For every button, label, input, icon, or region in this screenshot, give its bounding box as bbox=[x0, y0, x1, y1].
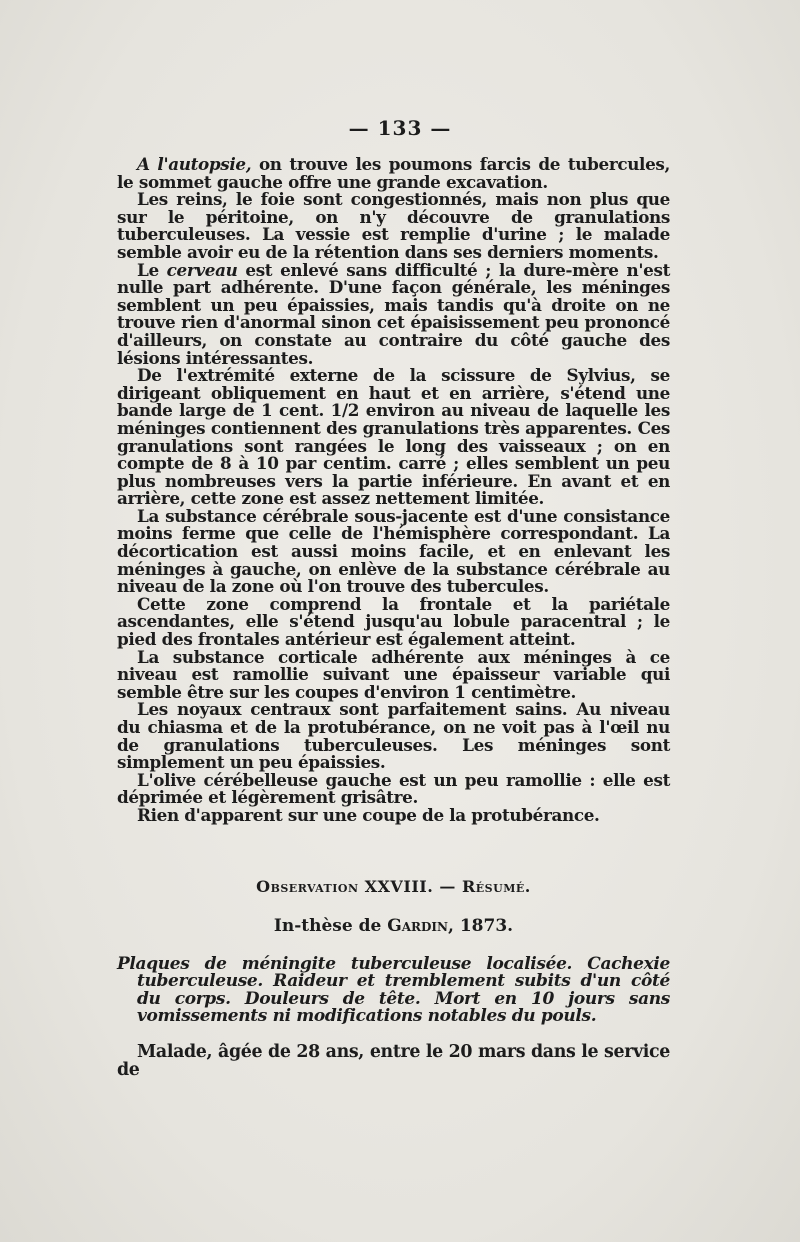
italic-word: cerveau bbox=[166, 259, 238, 280]
paragraph-autopsy bbox=[117, 156, 670, 191]
paragraph-sylvius: De l'extrémité externe de la scissure de Sylvius, se dirigeant obliquement en haut et en arrière, s'étend une bande large de 1 cent. 1/2 environ au niveau de laquelle les méninges contiennent des granulations très apparentes. Ces granulations sont rangées le long des vaisseaux ; on en compte de 8 à 10 par centim. carré ; elles semblent un peu plus nombreuses vers la partie inférieure. En avant et en arrière, cette zone est assez nettement limitée. bbox=[117, 365, 670, 509]
paragraph-protuberance: Rien d'apparent sur une coupe de la protubérance. bbox=[137, 804, 600, 825]
paragraph-organs: Les reins, le foie sont congestionnés, mais non plus que sur le péritoine, on n'y découvre de granulations tuberculeuses. La vessie est remplie d'urine ; le malade semble avoir eu de la rétention dans ses derniers moments. bbox=[117, 189, 670, 262]
source-suffix: , 1873. bbox=[448, 915, 514, 936]
paragraph-zone: Cette zone comprend la frontale et la pariétale ascendantes, elle s'étend jusqu'au lobule paracentral ; le pied des frontales antérieur est également atteint. bbox=[117, 593, 670, 650]
source-author: Gardin bbox=[387, 915, 449, 936]
source-prefix: In-thèse de bbox=[273, 915, 388, 936]
summary-text: Plaques de méningite tuberculeuse localisée. Cachexie tuberculeuse. Raideur et tremblement subits d'un côté du corps. Douleurs de tête. Mort en 10 jours sans vomissements ni modifications notables du pouls. bbox=[117, 953, 670, 1027]
paragraph-text-before: Le bbox=[137, 259, 167, 280]
paragraph-text: est enlevé sans difficulté ; la dure-mère n'est nulle part adhérente. D'une façon générale, les méninges semblent un peu épaissies, mais tandis qu'à droite on ne trouve rien d'anormal sinon cet épaisissement peu prononcé d'ailleurs, on constate au contraire du côté gauche des lésions intéressantes. bbox=[117, 259, 670, 368]
paragraph-cortical: La substance corticale adhérente aux méninges à ce niveau est ramollie suivant une épaisseur variable qui semble être sur les coupes d'environ 1 centimètre. bbox=[117, 646, 670, 702]
paragraph-brain bbox=[117, 259, 670, 368]
observation-first-line: Malade, âgée de 28 ans, entre le 20 mars dans le service de bbox=[117, 1041, 670, 1080]
italic-lead: A l'autopsie, bbox=[137, 154, 252, 174]
page-number: — 133 — bbox=[348, 116, 452, 140]
body-text bbox=[117, 156, 670, 1079]
observation-summary bbox=[117, 953, 670, 1027]
paragraph-substance: La substance cérébrale sous-jacente est d'une consistance moins ferme que celle de l'hémisphère correspondant. La décortication est aussi moins facile, et en enlevant les méninges à gauche, on enlève de la substance cérébrale au niveau de la zone où l'on trouve des tubercules. bbox=[117, 505, 670, 597]
paragraph-nuclei: Les noyaux centraux sont parfaitement sains. Au niveau du chiasma et de la protubérance, on ne voit pas à l'œil nu de granulations tuberculeuses. Les méninges sont simplement un peu épaissies. bbox=[117, 699, 670, 773]
observation-source bbox=[117, 916, 670, 936]
observation-heading: Observation XXVIII. — Résumé. bbox=[256, 876, 531, 896]
paragraph-text: on trouve les poumons farcis de tubercules, le sommet gauche offre une grande excavation. bbox=[117, 154, 670, 192]
paragraph-olive: L'olive cérébelleuse gauche est un peu ramollie : elle est déprimée et légèrement grisâtre. bbox=[117, 769, 670, 808]
